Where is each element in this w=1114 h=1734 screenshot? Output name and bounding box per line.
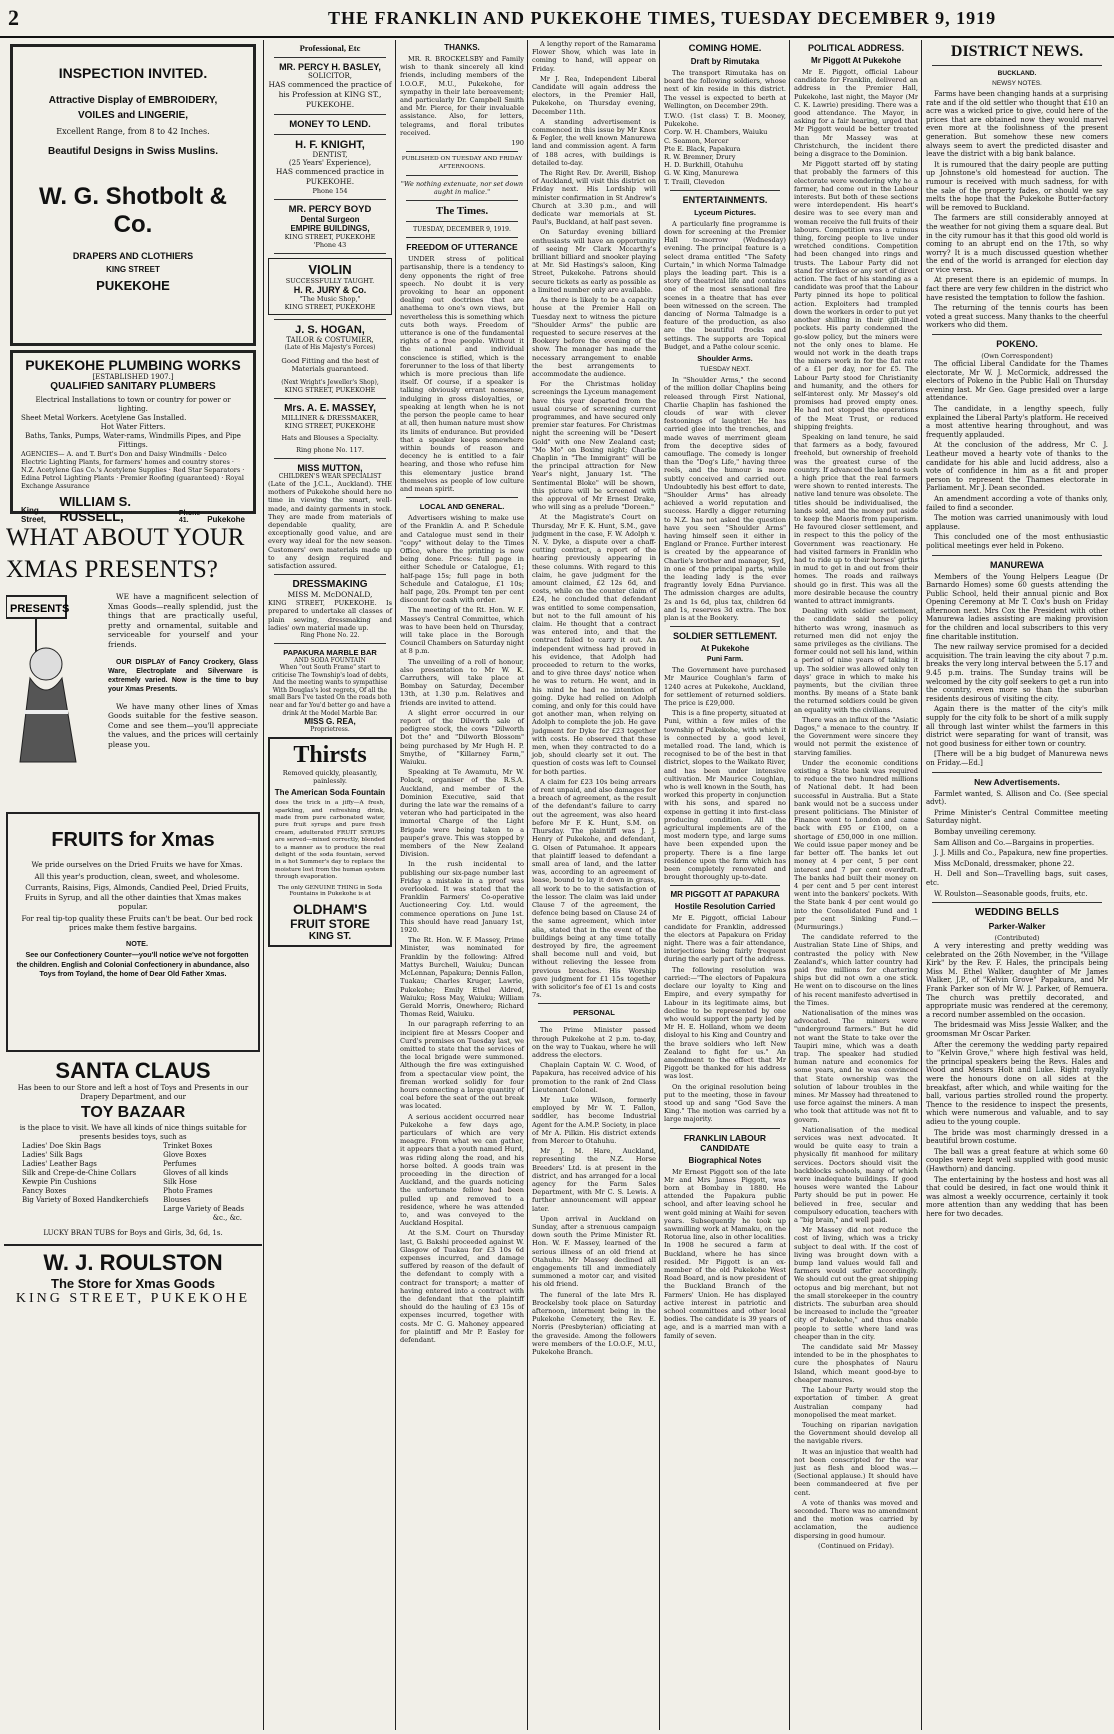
advert-line: The only GENUINE THING in Soda Fountains in Pukekohe is at [277, 884, 383, 897]
list-item: Gloves of all kinds [163, 1169, 229, 1177]
article-subheading: (Contributed) [994, 934, 1040, 943]
article-paragraph: Chaplain Captain W. C. Wood, of Papakura, has received advice of his promotion to the rank of 2nd Class Lieutenant Colonel. [532, 1061, 656, 1094]
xmas-heading: XMAS PRESENTS? [6, 556, 218, 583]
article-subheading: Mr Piggott At Pukekohe [811, 56, 901, 65]
article-heading: BUCKLAND. [997, 70, 1037, 77]
advert-line: DENTIST, [312, 151, 348, 159]
advert-line: (Next Wright's Jeweller's Shop), [281, 379, 379, 386]
article-paragraph: Speaking on land tenure, he said that farmers as a body, favoured freehold, but ownership of freehold was the greatest curse of the country. If advanced the land to such a high price that the real farmers were shown to rented interests. The native land tenure was obsolete. The titles should be individualised, the lands sold, and the money put aside to keep the Maoris from pauperism. He favoured closer settlement, and in respect to this the policy of the Government was reactionary. He had visited farmers in Franklin who had to ride up to their horses' girths in mud to get in and out from their homes. The roads and railways should go in first. This was all the more desirable because the country wanted to attract immigrants. [794, 432, 918, 605]
advert-line: Removed quickly, pleasantly, painlessly. [282, 769, 378, 786]
basley-advert [266, 62, 394, 110]
article-heading: ENTERTAINMENTS. [682, 194, 768, 205]
article-paragraph: The unveiling of a roll of honour, also presentation to Mr W. K. Carruthers, will take place at Bombay on Saturday, December 13th, at 1.30 p.m. Relatives and friends are invited to attend. [400, 657, 524, 707]
advert-line: DRAPERS AND CLOTHIERS [72, 251, 194, 261]
article-paragraph: On the original resolution being put to the meeting, those in favour stood up and sang "God Save the King." The motion was carried by a large majority. [664, 1082, 786, 1124]
advert-line: Hats and Blouses a Specialty. [281, 434, 379, 442]
list-item: G. W. King, Manurewa [664, 169, 739, 178]
advert-line: AND SODA FOUNTAIN [294, 657, 366, 665]
gift-list [4, 1142, 262, 1214]
advert-name: MR. PERCY H. BASLEY, [279, 62, 381, 72]
shotbolt-name: W. G. Shotbolt & Co. [39, 183, 227, 238]
article-subheading: At Pukekohe [700, 644, 750, 654]
new-advert-item: Sam Allison and Co.—Bargains in properties. [934, 838, 1095, 847]
column-district-news [924, 40, 1110, 1730]
advert-line: Electrical Installations to town or country for power or lighting. [35, 396, 231, 413]
advert-name: VIOLIN [308, 262, 352, 277]
advert-line: Pukekohe [207, 515, 245, 524]
advert-line: Proprietress. [310, 726, 350, 734]
list-item: R. W. Bremner, Drury [664, 153, 736, 162]
new-advert-item: Prime Minister's Central Committee meeting Saturday night. [926, 808, 1108, 826]
column-advertisements [4, 40, 262, 1730]
article-subheading: NEWSY NOTES. [992, 80, 1042, 87]
plumbing-advert [10, 350, 256, 524]
advert-line: KING STREET [106, 265, 160, 274]
article-paragraph: Mr Luke Wilson, formerly employed by Mr W. T. Fallon, saddler, has become Industrial Agent for the A.M.P. Society, in place of Mr A. Pilkin. His district extends from Mercer to Otahuhu. [532, 1095, 656, 1145]
advert-line: Phone 41. [178, 510, 201, 524]
section-heading: Professional, Etc [299, 43, 361, 53]
article-paragraph: [There will be a big budget of Manurewa news on Friday.—Ed.] [926, 750, 1108, 767]
article-subheading: Puni Farm. [706, 656, 744, 664]
article-paragraph: The candidate said Mr Massey intended to be in the phosphates to cure the phosphates of Nauru Island, which meant good-bye to cheaper manures. [794, 1343, 918, 1384]
list-item: Trinket Boxes [163, 1142, 213, 1150]
new-advert-item: Bombay unveiling ceremony. [934, 827, 1037, 836]
advert-line: Dental Surgeon [300, 215, 360, 224]
article-paragraph: The funeral of the late Mrs R. Brockelsby took place on Saturday afternoon, interment being in the Pukekohe Cemetery, the Rev. E. Norris (Presbyterian) officiating at the graveside. Among the followers were members of the I.O.O.F., M.U., Pukekohe Branch. [532, 1290, 656, 1357]
advert-line: KING STREET, PUKEKOHE [284, 422, 376, 430]
advert-line: MISS M. McDONALD, [287, 590, 373, 600]
article-paragraph: The entertaining by the hostess and host was all that could be desired, in fact one would think it was almost a weekly occurrence, certainly it took more attention than any wedding that has been here for two decades. [926, 1175, 1108, 1218]
article-paragraph: This concluded one of the most enthusiastic political meetings ever held in Pokeno. [926, 533, 1108, 550]
thirsts-advert [268, 737, 392, 946]
hogan-advert [266, 324, 394, 394]
article-paragraph: Farms have been changing hands at a surprising rate and if the old settler who thought that £10 an acre was a wicked price to give, could here of the prices that are obtained now they would marvel even more at the foolishness of the present generation. But somehow these new comers always seem to avert the predicted disaster and leave the district with a big bank balance. [926, 90, 1108, 159]
advert-line: Beautiful Designs in Swiss Muslins. [47, 146, 219, 157]
article-paragraph: For the Christmas holiday screenings the Lyceum management have this year departed from the usual course of screening current programmes, and have secured only premier star features. For Christmas night the screening will be "Desert Gold" with one New Zealand cast; "Mo Mo" on Boxing night; Charlie Chaplin in "The Immigrant" will be the principal attraction for New Year's night, January 1st. "The Sentimental Bloke" will be shown, this picture will be screened with the approval of Mr Ernest Drake, who will sing as a prelude "Doreen." [532, 380, 656, 512]
article-paragraph: The Government have purchased Mr Maurice Coughlan's farm of 1240 acres at Pukekohe, Auckland, for settlement of returned soldiers. The price is £29,000. [664, 666, 786, 707]
santa-illustration [6, 592, 106, 782]
article-paragraph: UNDER stress of political partisanship, there is a tendency to deny opponents the right of free speech. No doubt it is very provoking to hear an opponent dealing out doctrines that are anathema to one's own views, but nevertheless this is something which cuts both ways. Freedom of utterance is one of the fundamental rights of a free people. Without it the national and individual conscience is stifled, which is the forerunner to the loss of that liberty which is more precious than life itself. Of course, if a speaker is talking obviously errant nonsense, indulging in gross disloyalties, or speaking at length when he is not the person the people came to hear at all, then human nature must show its limits of endurance. But provided that a speaker keeps somewhere within bounds of reason and decency he is entitled to a fair hearing, and those who refuse him this elementary justice brand themselves as people of low culture and mean spirit. [400, 255, 524, 493]
article-paragraph: The official Liberal Candidate for the Thames electorate, Mr W. J. McCormick, addressed the electors of Pokeno in the Public Hall on Thursday evening last. Mr Geo. Gage presided over a large attendance. [926, 360, 1108, 403]
oldham-name: OLDHAM'S [292, 900, 368, 917]
article-heading: POLITICAL ADDRESS. [807, 43, 904, 53]
column-editorial [398, 40, 526, 1730]
article-paragraph: Mr Massey did not reduce the cost of living, which was a tricky subject to deal with. If the cost of living was brought down with a bump land values would fall and farmers would suffer accordingly. We should cut out the great shipping octopus and big merchant, but not the small storekeeper in the country districts. The suburban area should be increased to include the "greater city of Pukekohe," and thus enable people to settle where land was cheaper than in the city. [794, 1226, 918, 1341]
column-rule [789, 40, 790, 1730]
advert-line: EMPIRE BUILDINGS, [290, 224, 370, 233]
advert-line: 'Phone 43 [313, 241, 347, 249]
knight-advert [266, 139, 394, 195]
article-heading: PERSONAL [573, 1008, 615, 1018]
masthead [0, 0, 1114, 38]
list-item: Ladies' Leather Bags [22, 1160, 97, 1168]
xmas-text: WE have a magnificent selection of Xmas Goods—really splendid, just the things that are practically useful, pretty and ornamental, suitable and serviceable for yourself and your friends. [108, 592, 258, 649]
new-advert-item: H. Dell and Son—Travelling bags, suit cases, etc. [926, 870, 1108, 887]
article-heading: Shoulder Arms. [697, 354, 753, 364]
the-times-heading: The Times. [435, 205, 489, 218]
advert-line: TAILOR & COSTUMIER, [286, 336, 374, 344]
list-item: Silk and Crepe-de-Chine Collars [22, 1169, 137, 1177]
column-rule [527, 40, 528, 1730]
article-paragraph: A claim for £23 10s being arrears of rent unpaid, and also damages for a breach of agreement, as the result of the defendant's failure to carry out the agreement, was also heard before Mr F. K. Hunt, S.M. on Thursday. The plaintiff was J. J. Henry of Pukekohe, and defendant, G. Olsen of Patumahoe. It appears that plaintiff leased to defendant a small area of land, and the latter was, according to an agreement of lease, bound to lay it down in grass, all work to be to the satisfaction of the lessor. The claim was laid under Clause 7 of the agreement, the defence being based on Clause 24 of the same agreement, which inter alia, stated that in the event of the buildings being at any time totally destroyed by fire, the agreement shall become null and void, but without relieving the lessee from previous breaches. His Worship gave judgment for £1 15s together with solicitor's fee of £1 1s and costs 7s. [532, 777, 656, 1000]
advert-line: Ring phone No. 117. [296, 446, 364, 454]
advert-line: KING STREET, PUKEKOHE [284, 386, 376, 394]
article-paragraph: Mr J. Rea, Independent Liberal Candidate will again address the electors, in the Premier Hall, Pukekohe, on Thursday evening, December 11th. [532, 74, 656, 116]
advert-name: MR. PERCY BOYD [288, 204, 372, 215]
fruits-text: For real tip-top quality these Fruits can't be beat. Our bed rock prices make them festive bargains. [21, 913, 253, 932]
advert-line: WILLIAM S. RUSSELL, [59, 494, 131, 524]
thanks-heading: THANKS. [444, 43, 480, 52]
fruits-text: See our Confectionery Counter—you'll notice we've not forgotten the children. English and Colonial Confectionery in abundance, also Toys from Toyland, the home of Dear Old Father Xmas. [16, 950, 250, 978]
list-item: Ladies' Doe Skin Bags [22, 1142, 102, 1150]
column-rule [395, 40, 396, 1730]
advert-line: MILLINER & DRESSMAKER, [281, 414, 379, 422]
article-paragraph: It is rumoured that the dairy people are putting up Johnstone's old homestead for auction. The rumour is received with much sadness, for with the sale of the property fades, or should we say melts the hope that the Pukekohe Butter-factory will be removed to Buckland. [926, 160, 1108, 212]
advert-line: Hot Water Fitters. [100, 423, 166, 431]
list-item: Ladies' Silk Bags [22, 1151, 83, 1159]
xmas-presents-advert [4, 518, 262, 786]
article-paragraph: The Right Rev. Dr. Averill, Bishop of Auckland, will visit this district on Friday next. His Lordship will minister confirmation in St Andrew's Church at 3.30 p.m., and will dedicate war memorials at St. Paul's, Buckland, at half past seven. [532, 169, 656, 227]
boyd-advert [266, 204, 394, 249]
lucky-tubs: LUCKY BRAN TUBS for Boys and Girls, 3d, 6d, 1s. [43, 1229, 223, 1237]
article-paragraph: The Prime Minister passed through Pukekohe at 2 p.m. to-day, on the way to Tuakau, where he will address the electors. [532, 1026, 656, 1059]
advert-line: Excellent Range, from 8 to 42 Inches. [56, 127, 210, 136]
advert-line: Baths, Tanks, Pumps, Water-rams, Windmills Pipes, and Pipe Fittings. [25, 432, 241, 449]
article-paragraph: Touching on riparian navigation the Government should develop all the navigable rivers. [794, 1420, 918, 1446]
continued-note: (Continued on Friday). [818, 1541, 894, 1550]
political-address [794, 68, 918, 1550]
article-paragraph: At present there is an epidemic of mumps. In fact there are very few children in the district who have resisted the temptation to follow the fashion. [926, 276, 1108, 302]
advert-ref: 190 [511, 139, 524, 148]
advert-line: VOILES and LINGERIE, [77, 110, 188, 121]
motto: "We nothing extenuate, nor set down aught in malice." [400, 180, 524, 197]
article-heading: FRANKLIN LABOUR CANDIDATE [683, 1132, 767, 1153]
article-subheading: Draft by Rimutaka [690, 57, 760, 66]
article-paragraph: Under the economic conditions existing a State bank was required to reduce the two hundred millions of National debt. It had been successful in Australia. But a State bank would not be a success under present politicians. The Minister of Finance went to London and came back with £95 or £100, on a shortage of £50,000 in one million. We could issue paper money and be far better off. The banks let out money at 4 per cent, 5 per cent interest and 7 per cent overdraft. The banks had built their money on 4 per cent and 5 per cent interest went into the bankers' pockets. With the State bank 4 per cent would go into the Consolidated Fund and 1 per cent Sinking Fund.—(Murmurings.) [794, 758, 918, 931]
advert-line: The American Soda Fountain [274, 788, 386, 798]
svg-text:PRESENTS: PRESENTS [10, 603, 70, 615]
article-paragraph: At the Magistrate's Court on Thursday, Mr F. K. Hunt, S.M., gave judgment in the case, F. W. Adolph v. N. V. Dyke, a dispute over a chaff-cutting contract, a report of the hearing previously appearing in these columns. With regard to this claim, he gave judgment for the amount claimed, £2 12s 6d, and costs, while on the counter claim of £24, he concluded that defendant was entitled to some compensation, but not to the full amount of his claim. He thought that a contract was entered into, and that the contract failed to carry it out. An independent witness had proved in his evidence, that Adolph had proceeded to return to the works, and to give three days' notice when he was to return. He went, and in his mind he had no intention of going. Dyke had relied on Adolph coming, and only for this could have got another man, when relying on Adolph to complete the job. He gave judgment for Dyke for £23 together with costs. He observed that these men, when they contracted to do a job, should clearly set it out. The question of costs was left to Counsel for both parties. [532, 513, 656, 776]
list-item: Corp. W. H. Chambers, Waiuku [664, 128, 768, 137]
massey-advert [266, 403, 394, 454]
article-paragraph: It was an injustice that wealth had not been conscripted for the war just as flesh and blood was.—(Sectional applause.) It should have been commandeered at five per cent. [794, 1447, 918, 1497]
column-political [792, 40, 920, 1730]
new-advert-item: J. J. Mills and Co., Papakura, new fine properties. [934, 849, 1109, 858]
article-paragraph: The Rt. Hon. W. F. Massey, Prime Minister, was nominated for Franklin by the following: Alfred Mattys Burchell, Waiuku; Duncan McLennan, Papakura; Dennis Fallon, Tuakau; Charles Kruger, Lawrie, Pukekohe; Emily Ethel Aldred, Waiuku; Ross May, Waiuku; William Gerald Morris, Onewhero; Richard Thomas Reid, Waiuku. [400, 936, 524, 1019]
article-heading: MANUREWA [990, 559, 1044, 570]
article-subheading: Biographical Notes [688, 1155, 762, 1165]
article-paragraph: The ball was a great feature at which some 60 couples were kept well supplied with good music (Hawthorn) and dancing. [926, 1147, 1108, 1173]
advert-body: When "out South Frame" start to criticise The Township's load of debts, And the meeting wants to sympathise With Douglas's lost regrets, Of all the small Bars I've tasted On the roads both near and far You'd better go and have a drink At the Model Marble Bar. [268, 664, 392, 717]
list-item: Large Variety of Beads [163, 1205, 244, 1213]
list-item: Perfumes [163, 1160, 197, 1168]
article-paragraph: Mr J. M. Hare, Auckland, representing the N.Z. Horse Breeders' Ltd. is at present in the district, and has arranged for a local agency for the Farm Sales Department, with Mr C. S. Lewis. A further announcement will appear later. [532, 1147, 656, 1213]
advert-name: PAPAKURA MARBLE BAR [283, 648, 377, 658]
new-advert-item: Miss McDonald, dressmaker, phone 22. [934, 859, 1075, 868]
article-paragraph: Mr Piggott started off by stating that probably the farmers of this electorate were wondering why he a farmer, had come out in the Labour interests. But both of these sections were interdependent. His heart's desire was to see every man and woman receive the full fruits of their labours. Competition was a ruinous thing, forcing people to live under wretched conditions. Competition had been changed into rings and trusts. The Labour Party did not stand for strikes or any sort of direct action. The fact of his standing as a candidate was proof that the Labour Party pinned its hope to political action. Exploiters had trampled down the workers in order to put yet another shilling in their gilt-lined pockets. His party condemned the go-slow policy, but the miners were not the only ones to blame. He would not work in the death traps the miners work in for the flat rate of a £1 per day, nor for £5. The Labour Party stood for Christianity and humanity, and the others for self-interest only. Mr Massey's old promises had proved empty ones. He had not stopped the operations of the Meat Trust, or reduced shipping freights. [794, 160, 918, 431]
advert-line: Phone 154 [312, 187, 348, 195]
article-paragraph: A slight error occurred in our report of the Dilworth sale of pedigree stock, the cows "Dilworth Dot the" and "Dilworth Blossom" being purchased by Mr Hugh H. P. Smythe, of "Killarney Farm," Waiuku. [400, 708, 524, 767]
violin-advert [268, 258, 392, 315]
advert-line: HAS commenced the practice of his Profession at KING ST., PUKEKOHE. [268, 80, 392, 109]
column-rule [659, 40, 660, 1730]
column-professional [266, 40, 394, 1730]
list-item: Big Variety of Boxed Handkerchiefs [22, 1196, 149, 1204]
xmas-heading: WHAT ABOUT YOUR [6, 524, 245, 551]
advert-line: "The Music Shop," [299, 295, 361, 303]
article-paragraph: In the rush incidental to publishing our six-page number last Friday a mistake in a proof was overlooked. It was stated that the Franklin Farmers' Co-operative Auctioneering Coy. Ltd. would commence operations on June 1st. This should have read January 1st, 1920. [400, 860, 524, 935]
advert-line: KING ST. [308, 930, 352, 942]
advert-body: KING STREET, PUKEKOHE. Is prepared to undertake all classes of plain sewing, dressmaking and ladies' own material made up. [268, 599, 392, 632]
advert-name: MISS MUTTON, [297, 463, 363, 473]
article-paragraph: The farmers are still considerably annoyed at the weather for not giving them a square deal. But in the city rumour has it that this good old world is coming to an abrupt end on the 17th, so why worry? It is a much discussed question whether the end of the world is arranged for election day or vice versa. [926, 214, 1108, 274]
list-item: Kewpie Pin Cushions [22, 1178, 97, 1186]
santa-heading: SANTA CLAUS [55, 1058, 211, 1083]
article-paragraph: Advertisers wishing to make use of the Franklin A. and P. Schedule and Catalogue must send in their "copy" without delay to the Times Office, where the printing is now being done. Prices: full page in either Schedule or Catalogue, £1; half-page 15s; full page in both Schedule and Catalogue, £1 10s; half page, 20s. Prompt ten per cent discount for cash with order. [400, 514, 524, 605]
advert-line: CHILDREN'S WEAR SPECIALIST [278, 473, 382, 480]
newspaper-title: THE FRANKLIN AND PUKEKOHE TIMES, TUESDAY DECEMBER 9, 1919 [328, 7, 997, 28]
fruits-heading: FRUITS for Xmas [51, 829, 215, 851]
article-paragraph: The new railway service promised for a decided acquisition. The train leaving the city about 7 p.m. breaks the very long interval between the 5.17 and 9.45 p.m. trains. The Sunday trains will be welcomed by the city golf seekers to get a run into the country, even more so than the suburban residents desirous of visiting the city. [926, 643, 1108, 703]
advert-line: Ring Phone No. 22. [300, 632, 360, 640]
roulston-address: KING STREET, PUKEKOHE [15, 1291, 251, 1306]
advert-line: SUCCESSFULLY TAUGHT. [285, 277, 375, 285]
roulston-tag: The Store for Xmas Goods [51, 1276, 215, 1291]
advert-line: AGENCIES— A. and T. Burt's Don and Daisy Windmills · Delco Electric Lighting Plants, for farmers' homes and country stores · N.Z. Acetylene Gas Co.'s Acetylene Supplies · Red Star Separators · Edina Petrol Lighting Plants · Premier Roofing (guaranteed) · Royal Exchange Assurance [21, 450, 245, 490]
article-heading: SOLDIER SETTLEMENT. [672, 631, 777, 642]
soldier-list [664, 112, 786, 186]
advert-line: KING STREET, PUKEKOHE [284, 303, 376, 311]
advert-name: J. S. HOGAN, [295, 324, 365, 336]
list-item: Silk Hose [163, 1178, 197, 1186]
santa-text: Has been to our Store and left a host of Toys and Presents in our Drapery Department, and our [17, 1084, 249, 1101]
article-heading: FREEDOM OF UTTERANCE [406, 242, 518, 253]
article-paragraph: An amendment according a vote of thanks only, failed to find a seconder. [926, 494, 1108, 512]
advert-name: H. F. KNIGHT, [295, 139, 365, 151]
advert-line: FRUIT STORE [290, 916, 370, 931]
editorial-date: TUESDAY, DECEMBER 9, 1919. [413, 226, 511, 234]
personal-notes [532, 1026, 656, 1356]
advert-line: H. R. JURY & Co. [293, 285, 367, 295]
new-advert-item: W. Roulston—Seasonable goods, fruits, etc. [934, 889, 1088, 898]
fruits-text: Currants, Raisins, Figs, Almonds, Candied Peel, Dried Fruits, Fruits in Syrup, and all the other dainties that Xmas makes popular. [24, 883, 249, 911]
article-paragraph: There was an influx of the "Asiatic Dagos," a menace to the country. If the Government were sincere they would not permit the existence of starving families. [794, 715, 918, 757]
district-news-heading: DISTRICT NEWS. [950, 43, 1084, 60]
article-subheading: Hostile Resolution Carried [674, 902, 776, 912]
article-heading: POKENO. [996, 339, 1038, 350]
column-rule [263, 40, 264, 1730]
advert-line: [ESTABLISHED 1907.] [92, 373, 174, 381]
article-subheading: (Own Correspondent) [981, 352, 1053, 361]
article-paragraph: A serious accident occurred near Pukekohe a few days ago, particulars of which are very meagre. From what we can gather, it appears that a youth named Hurd, was riding along the road, and his horse bolted. A goods train was proceeding in the direction of Auckland, and the guards noticing the unfortunate fellow had been pulled up and removed to a residence, where he was attended to, and was conveyed to the Auckland Hospital. [400, 1112, 524, 1228]
advert-line: Good Fitting and the best of Materials guaranteed. [281, 357, 379, 373]
article-paragraph: Nationalisation of the medical services was next advocated. It would be quite easy to train a physically fit manhood for military services. Doctors should visit the backblocks schools, many of which were inadequate buildings. If good houses were wanted the Labour Party should be put in power. He believed in free, secular and compulsory education, teachers with a "big brain," and well paid. [794, 1125, 918, 1225]
plumbing-name: PUKEKOHE PLUMBING WORKS [25, 357, 241, 373]
fruits-text: We pride ourselves on the Dried Fruits we have for Xmas. [31, 860, 243, 869]
advert-line: PUKEKOHE [96, 278, 170, 293]
article-paragraph: The returning of the tennis courts has been voted a great success. Many thanks to the cheerful workers who did them. [926, 304, 1108, 330]
roulston-advert [4, 1244, 262, 1307]
roulston-name: W. J. ROULSTON [43, 1250, 223, 1275]
article-paragraph: On Saturday evening billiard enthusiasts will have an opportunity of seeing Mr Clark Mccarthy's brilliant billiard and snooker playing at Mr. Sid Hastings's saloon, King Street, Pukekohe. Patrons should secure tickets as early as possible as a limited number only are available. [532, 228, 656, 294]
money-to-lend: MONEY TO LEND. [289, 119, 371, 130]
article-paragraph: At the S.M. Court on Thursday last, G. Bakshi proceeded against W. Glasgow of Tuakau for £3 10s 6d expenses incurred, and damage suffered by reason of the default of the defendant to comply with a contract for transport; a matter of having entered into a contract with the defendant that the plaintiff should do the hauling of £3 15s of expenses incurred, together with costs. Mr C. G. Mahoney appeared for plaintiff and Mr P. Easley for defendant. [400, 1229, 524, 1345]
article-paragraph: The meeting of the Rt. Hon. W. F. Massey's Central Committee, which was to have been held on Thursday, will take place in the Borough Council Chambers on Saturday night at 8 p.m. [400, 606, 524, 656]
inspection-heading: INSPECTION INVITED. [58, 65, 208, 81]
article-paragraph: A very interesting and pretty wedding was celebrated on the 26th November, in the "Village Kirk" by the Rev. F. Hales, the principals being Miss M. Ethel Walker, daughter of Mr James Walker, J.P., of "Kelvin Grove" Papakura, and Mr Frank Parker son of Mr W. J. Parker, of Remuera. The church was prettily decorated, and appropriate music was rendered at the ceremony, a record number assembled on the occasion. [926, 942, 1108, 1019]
article-heading: WEDDING BELLS [975, 907, 1059, 919]
page-number: 2 [8, 5, 19, 30]
list-item: Photo Frames [163, 1187, 213, 1195]
list-item: H. D. Burkhill, Otahuhu [664, 161, 744, 170]
advert-line: Sheet Metal Workers. Acetylene Gas Installed. [21, 414, 187, 422]
list-item: Blouses [163, 1196, 191, 1204]
advert-name: DRESSMAKING [292, 579, 368, 591]
fruits-text: All this year's production, clean, sweet, and wholesome. [34, 871, 240, 881]
advert-body: (Late of the J.C.L., Auckland). THE mothers of Pukekohe should here no time in viewing the smart, well-made, and dainty garments in stock. They are made from materials of dependable quality, are exceptionally good value, and are every way ideal for the new season. Customers' own materials made up to any design required and satisfaction assured. [268, 480, 392, 571]
article-paragraph: Mr Ernest Piggott son of the late Mr and Mrs James Piggott, was born at Bombay in 1880. He attended the Papakura public school, and after leaving school he went gold mining at Waihi for seven years. Subsequently he took up sawmilling work at Mamaku, on the Rotorua line, also in other localities. In 1908 he secured a farm at Buckland, where he has since resided. Mr Piggott is an ex-member of the old Pukekohe West Road Board, and is now president of the Buckland Branch of the Farmers' Union. He has displayed active interest in patriotic and school committees and other local bodies. The candidate is 39 years of age, and is a married man with a family of seven. [664, 1167, 786, 1340]
column-rule [921, 40, 922, 1730]
xmas-text: OUR DISPLAY of Fancy Crockery, Glass Ware, Electroplate and Silverware is extremely varied. Now is the time to buy your Xmas Presents. [108, 658, 258, 693]
advert-line: Attractive Display of EMBROIDERY, [48, 95, 218, 106]
list-item: Fancy Boxes [22, 1187, 67, 1195]
advert-line: King Street, [21, 506, 46, 524]
article-paragraph: The transport Rimutaka has on board the following soldiers, whose next of kin reside in this district. The vessel is expected to berth at Wellington, on December 29th. [664, 69, 786, 110]
local-and-general [400, 514, 524, 1344]
article-paragraph: The following resolution was carried:—"The electors of Papakura declare our loyalty to King and Empire, and every sympathy for Labour in its legitimate aims, but decline to be represented by one who would support the party led by Mr H. E. Holland, whom we deem disloyal to his King and Country and the brave soldiers who left New Zealand to fight for us." An amendment to the effect that Mr Piggott be thanked for his address was lost. [664, 965, 786, 1081]
article-paragraph: In "Shoulder Arms," the second of the million dollar Chaplins being released through First National, Charlie Chaplin has fashioned the clouds of war with clever festoonings of laughter. He has carried glee into the trenches, and made waves of merriment gleam from the deceptive sides of camouflage. The comedy is longer than the "Dog's Life," having three reels, and the humour is more subtly conceived and carried out. Undoubtedly his best effort to date, "Shoulder Arms" has already achieved a world reputation and success. Hardly a digger returning to N.Z. has not asked the question have you seen "Shoulder Arms" having himself seen it either in England or France. Further interest is created by the appearance of Charlie's brother and manager, Syd, in one of the principal parts, while the leading lady is the ever fragrantly lovely Edna Purviance. The admission charges are adults, 2s and 1s 6d, plus tax, children 6d and 1s, reserves 3d extra. The box plan is at the Bookery. [664, 376, 786, 622]
santa-text: is the place to visit. We have all kinds of nice things suitable for presents besides toys, such as [19, 1124, 247, 1141]
article-paragraph: Dealing with soldier settlement, the candidate said the policy hitherto was wrong, inasmuch as returned men did not enjoy the same privileges as the civilians. The former could not sell his land, within a period of nine years of taking it up. The soldier was allowed only ten days' grace in which to make his payments, but the civilian three months. By means of a State bank the returned soldiers could be given an equality with the civilians. [794, 607, 918, 714]
advert-line: KING STREET, PUKEKOHE [284, 233, 376, 241]
article-paragraph: A lengthy report of the Ramarama Flower Show, which was late in coming to hand, will appear on Friday. [532, 40, 656, 73]
list-item: T. Traill, Clevedon [664, 177, 725, 186]
article-paragraph: This is a fine property, situated at Puni, within a few miles of the township of Pukekohe, with which it is connected by a good level, metalled road. The land, which is recognised to be of the best in that district, slopes to the Waikato River, and has been under intensive cultivation. Mr Maurice Coughlan, who is well known in the South, has worked this property in conjunction with his sons, and spared no expense in getting it into first-class producing condition. All the agricultural implements are of the most modern type, and large sums have been expended upon the property. There is a fine large residence upon the farm which has been completely renovated and brought thoroughly up-to-date. [664, 709, 786, 882]
article-paragraph: Upon arrival in Auckland on Sunday, after a strenuous campaign down south the Prime Minister Rt. Hon. W. F. Massey, learned of the serious illness of an old friend at Otahuhu. Mr Massey declined all engagements till and immediately summoned a motor car, and visited his old friend. [532, 1214, 656, 1289]
article-subheading: Lyceum Pictures. [694, 207, 756, 217]
publication-notice: PUBLISHED ON TUESDAY AND FRIDAY AFTERNOONS. [401, 156, 523, 170]
article-subheading: TUESDAY NEXT. [699, 366, 751, 374]
article-paragraph: After the ceremony the wedding party repaired to "Kelvin Grove," where high festival was held, the principal speakers being the Revs. Hales and Wood and Messrs Holt and Luke. Right royally were the honours done on all sides at the breakfast, after which, and while waiting for the ball, various parties strolled round the property. Thence to the residence to inspect the presents, which were numerous and valuable, and to say adieu to the young couple. [926, 1040, 1108, 1126]
article-paragraph: The bride was most charmingly dressed in a beautiful brown costume. [926, 1128, 1108, 1146]
marble-bar-advert [266, 648, 394, 733]
advert-line: HAS commenced practice in PUKEKOHE. [275, 167, 385, 186]
article-heading: COMING HOME. [688, 43, 762, 54]
advert-name: Mrs. A. E. MASSEY, [284, 403, 376, 414]
article-subheading: Parker-Walker [988, 921, 1046, 932]
article-paragraph: The candidate referred to the Australian State Line of Ships, and contrasted the policy with New Zealand's, which latter country had paid five millions for chartering ships but did not own a one stick. He went on to discourse on the lines of his recent manifesto advertised in the Times. [794, 933, 918, 1007]
article-paragraph: Mr E. Piggott, official Labour candidate for Franklin, delivered an address in the Premier Hall, Pukekohe, last night, the Mayor (Mr C. K. Lawrie) presiding. There was a good attendance. The Mayor, in asking for a fair hearing, urged that Mr Piggott would be better treated than Mr Massey was at Christchurch, the incident there being a disgrace to the Dominion. [794, 68, 918, 159]
list-item: T.W.O. (1st class) T. B. Mooney, Pukekohe. [664, 112, 786, 129]
list-item: Pte E. Black, Papakura [664, 144, 741, 153]
article-paragraph: The motion was carried unanimously with loud applause. [926, 514, 1108, 531]
fruits-text: NOTE. [126, 938, 148, 948]
xmas-text: We have many other lines of Xmas Goods suitable for the festive season. Come and see them—you'll appreciate the values, and the prices will certainly please you. [108, 701, 258, 749]
article-paragraph: The candidate, in a lengthy speech, fully explained the Liberal Party's platform. He received a most attentive hearing throughout, and was frequently applauded. [926, 405, 1108, 439]
advert-line: MISS G. REA, [304, 717, 356, 727]
mutton-advert [266, 463, 394, 570]
article-paragraph: At the conclusion of the address, Mr C. J. Leatheur moved a hearty vote of thanks to the candidate for his able and lucid address, also a vote of confidence in him as a fit and proper person to represent the Thames electorate in Parliament. Mr J. Dean seconded. [926, 441, 1108, 493]
shotbolt-advert [10, 44, 256, 346]
dressmaking-advert [266, 579, 394, 639]
article-paragraph: As there is likely to be a capacity house at the Premier Hall on Tuesday next to witness the picture "Shoulder Arms" the public are requested to secure reserves at the Bookery before the evening of the show. The manager has made the necessary arrangement to enable the best arrangements to accommodate the audience. [532, 296, 656, 378]
list-item: Glove Boxes [163, 1151, 207, 1159]
thanks-body: MR. R. BROCKELSBY and Family wish to thank sincerely all kind friends, including members of the I.O.O.F., M.U., Pukekohe, for sympathy in their late bereavement; and particularly Dr. Campbell Smith and Mr. Pierce, for their invaluable assistance. Also, for letters, telegrams, and floral tributes received. [400, 55, 524, 137]
advert-line: (Late of His Majesty's Forces) [284, 344, 376, 351]
santa-claus-advert [4, 1058, 262, 1238]
article-paragraph: In our paragraph referring to an incipient fire at Messrs Cooper and Curd's premises on Tuesday last, we omitted to state that the services of the local brigade were summoned. Although the fire was extinguished from a spectacular view point, the fireman worked solidly for four hours connecting a large quantity of coal before the seat of the out break was located. [400, 1020, 524, 1111]
article-paragraph: A particularly fine programme is down for screening at the Premier Hall to-morrow (Wednesday) evening. The principal feature is a select drama entitled "The Safety Curtain," in which Norma Talmadge plays the leading part. This is a story of theatrical life and contains one of the most sensational fire scenes in a theatre that has ever been witnessed on the screen. The dancing of Norma Talmadge is a feature of the production, as also are the beautiful frocks and settings. The supports are Topical Budget, and a Pathe colour scenic. [664, 219, 786, 351]
article-paragraph: The Labour Party would stop the exportation of timber. A great Australian company had monopolised the meat market. [794, 1386, 918, 1419]
article-paragraph: Mr E. Piggott, official Labour candidate for Franklin, addressed the electors at Papakura on Friday night. There was a fair attendance, interjections being fairly frequent during the early part of the address. [664, 914, 786, 964]
article-paragraph: Again there is the matter of the city's milk supply for the city folk to be short of a milk supply all through last winter whilst the farmers in this district were separating for want of transit, was not good business for either town or country. [926, 705, 1108, 748]
advert-line: QUALIFIED SANITARY PLUMBERS [50, 381, 216, 392]
article-paragraph: A vote of thanks was moved and seconded. There was no amendment and the motion was carried by acclamation, the audience dispersing in good humour. [794, 1498, 918, 1540]
article-heading: LOCAL AND GENERAL. [419, 502, 505, 512]
article-paragraph: Nationalisation of the mines was advocated. The miners were "underground farmers." But he did not want the State to take over the Taupiri mine, which was a death trap. The speaker had studied human nature and economics for some years, and he was convinced that State ownership was the solution of labour troubles in the mines. Mr Massey had threatened to use force against the miners. A man who took that attitude was not fit to govern. [794, 1008, 918, 1124]
list-item: C. Seamon, Mercer [664, 136, 729, 145]
advert-line: (25 Years' Experience), [288, 159, 372, 167]
advert-line: SOLICITOR, [308, 72, 352, 80]
article-paragraph: The bridesmaid was Miss Jessie Walker, and the groomsman Mr Oscar Parker. [926, 1021, 1108, 1039]
advert-name: Thirsts [293, 742, 367, 769]
santa-text: &c., &c. [212, 1214, 242, 1222]
article-paragraph: Members of the Young Helpers League (Dr Barnardo Homes) some 60 guests attending the Public School, held their annual picnic and Box Opening Ceremony at Mr T. Cox's bush on Friday afternoon next. Mrs Cox the President with other Manurewa ladies assisting are making provision for the children and local subscribers to this very fine charitable institution. [926, 572, 1108, 641]
fruits-advert [6, 812, 260, 1052]
article-paragraph: A standing advertisement is commenced in this issue by Mr Knox & Fegler, the well known Manurewa land and commission agent. A farm of 188 acres, with buildings is detailed to-day. [532, 117, 656, 167]
column-local-news [530, 40, 658, 1730]
article-paragraph: Speaking at Te Awamutu, Mr W. Polack, organiser of the R.S.A. Auckland, and member of the Dominion Executive, said that during the late war the remains of a veteran who had participated in the immortal Charge of the Light Brigade were being taken to a pauper's grave. This was stopped by members of the New Zealand Division. [400, 768, 524, 859]
column-news [662, 40, 788, 1730]
article-heading: New Advertisements. [974, 776, 1060, 787]
advert-body: does the trick in a jiffy—A fresh, sparkling, and refreshing drink, made from pure carbonated water, pure fruit syrups and pure fresh cream, adulterated FRUIT SYRUPS are served—mixed correctly, blended to a manner as to produce the real delight of the soda fountain, served in a hot Summer's day to replace the moisture lost from the human system through evaporation. [275, 800, 385, 881]
new-advert-item: Farmlet wanted, S. Allison and Co. (See special advt). [926, 789, 1108, 807]
article-heading: MR PIGGOTT AT PAPAKURA [670, 890, 780, 900]
bazaar-heading: TOY BAZAAR [80, 1104, 186, 1121]
